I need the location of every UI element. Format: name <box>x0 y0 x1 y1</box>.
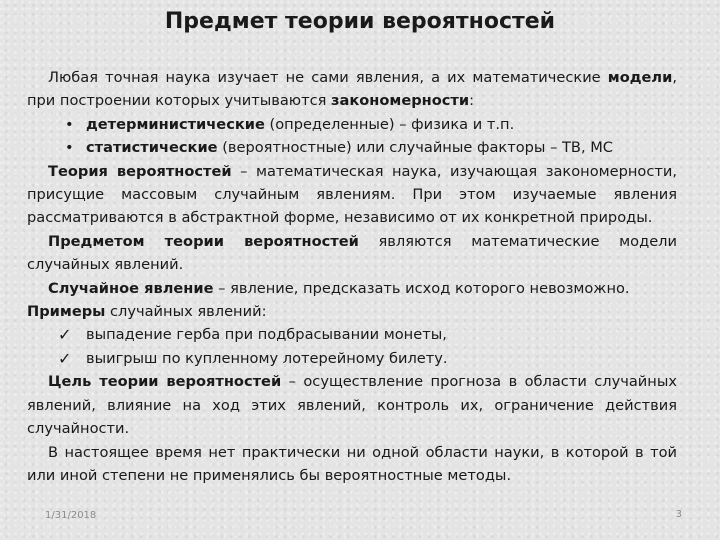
bullet-item-statistical <box>27 136 677 159</box>
subject-paragraph <box>27 230 677 277</box>
intro-text-e: : <box>469 92 475 110</box>
intro-paragraph <box>27 66 677 113</box>
examples-term: Примеры <box>27 303 106 321</box>
example-item-coin <box>27 323 677 346</box>
slide-date: 1/31/2018 <box>45 510 97 521</box>
examples-text: случайных явлений: <box>105 303 267 321</box>
checkmark-icon: ✓ <box>58 325 72 345</box>
bullet-term: статистические <box>86 139 218 157</box>
examples-heading <box>27 300 677 323</box>
random-phenomenon-text: – явление, предсказать исход которого невозможно. <box>213 279 630 297</box>
example-text: выигрыш по купленному лотерейному билету. <box>86 349 448 367</box>
bullet-icon: • <box>65 115 74 133</box>
probability-theory-definition <box>27 160 677 230</box>
example-text: выпадение герба при подбрасывании монеты, <box>86 326 447 344</box>
goal-text: – осуществление прогноза в области случайных явлений, влияние на ход этих явлений, контроль их, ограничение действия случайности. <box>27 373 677 438</box>
closing-paragraph: В настоящее время нет практически ни одной области науки, в которой в той или иной степени не применялись бы вероятностные методы. <box>27 443 677 484</box>
subject-text: являются математические модели случайных явлений. <box>27 232 677 274</box>
bullet-item-deterministic <box>27 113 677 136</box>
models-term: модели <box>607 69 673 86</box>
subject-term: Предметом теории вероятностей <box>48 232 359 250</box>
probability-theory-term: Теория вероятностей <box>48 162 232 180</box>
random-phenomenon-term: Случайное явление <box>48 279 214 297</box>
checkmark-icon: ✓ <box>58 348 72 368</box>
regularities-term: закономерности <box>331 92 470 110</box>
slide-number: 3 <box>675 509 682 520</box>
example-item-lottery <box>27 347 677 370</box>
bullet-text: (определенные) – физика и т.п. <box>264 115 515 133</box>
bullet-term: детерминистические <box>86 115 265 133</box>
bullet-icon: • <box>65 139 74 157</box>
intro-text-c: , при построении которых учитываются <box>27 69 677 110</box>
bullet-text: (вероятностные) или случайные факторы – ТВ, МС <box>217 139 613 157</box>
random-phenomenon-paragraph <box>27 277 677 300</box>
probability-theory-text: – математическая наука, изучающая закономерности, присущие массовым случайным явлениям. При этом изучаемые явления рассматриваются в абстрактной форме, независимо от их конкретной природы. <box>27 162 678 227</box>
slide-title: Предмет теории вероятностей <box>164 9 556 34</box>
goal-term: Цель теории вероятностей <box>48 373 282 391</box>
intro-text-a: Любая точная наука изучает не сами явления, а их математические <box>48 69 608 86</box>
slide-content <box>27 66 677 487</box>
goal-paragraph <box>27 370 677 440</box>
